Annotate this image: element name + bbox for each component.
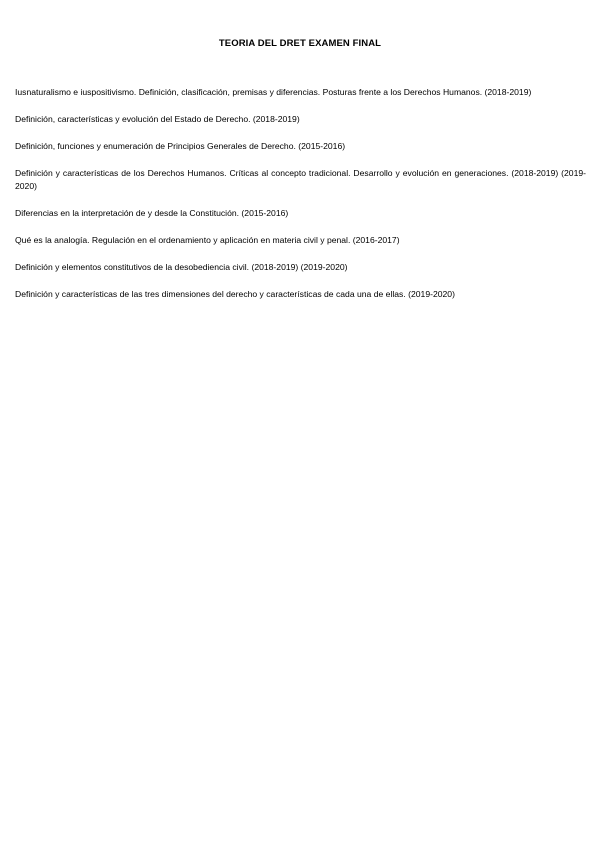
question-list	[15, 86, 586, 315]
question-item-7: Definición y elementos constitutivos de la desobediencia civil. (2018-2019) (2019-2020)	[15, 262, 348, 272]
question-item-1: Iusnaturalismo e iuspositivismo. Definición, clasificación, premisas y diferencias. Posturas frente a los Derechos Humanos. (2018-2019)	[15, 87, 532, 97]
question-item-5: Diferencias en la interpretación de y desde la Constitución. (2015-2016)	[15, 208, 289, 218]
question-item-2: Definición, características y evolución del Estado de Derecho. (2018-2019)	[15, 114, 300, 124]
document-title: TEORIA DEL DRET EXAMEN FINAL	[218, 38, 382, 49]
question-item-8: Definición y características de las tres dimensiones del derecho y características de cada una de ellas. (2019-2020)	[15, 289, 455, 299]
question-item-6: Qué es la analogía. Regulación en el ordenamiento y aplicación en materia civil y penal. (2016-2017)	[15, 235, 400, 245]
question-item-3: Definición, funciones y enumeración de Principios Generales de Derecho. (2015-2016)	[15, 141, 346, 151]
question-item-4: Definición y características de los Derechos Humanos. Críticas al concepto tradicional. Desarrollo y evolución en generaciones. (2018-2019) (2019-2020)	[15, 168, 586, 191]
